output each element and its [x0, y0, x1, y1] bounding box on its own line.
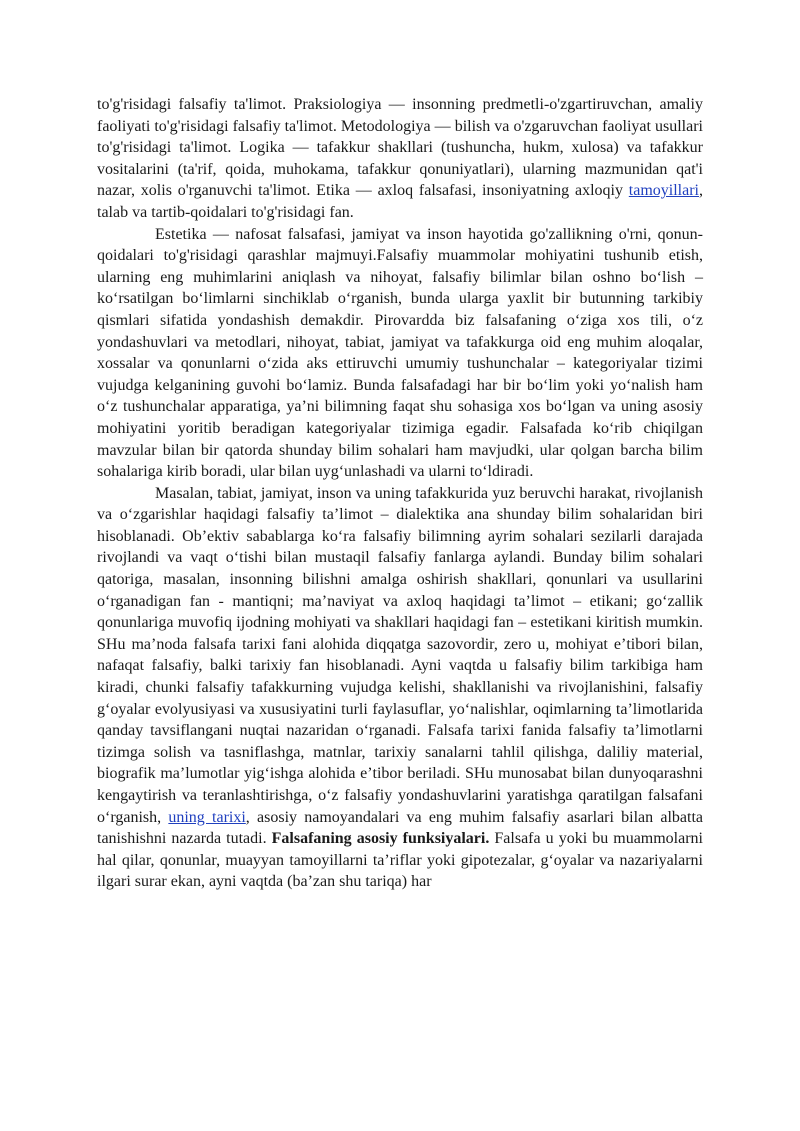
paragraph-2: Estetika — nafosat falsafasi, jamiyat va inson hayotida go'zallikning o'rni, qonun-qoidalari to'g'risidagi qarashlar majmuyi.Falsafiy muammolar mohiyatini tushunib etish, ularning eng muhimlarini aniqlash va nihoyat, falsafiy bilimlar bilan oshno boʻlish – koʻrsatilgan boʻlimlarni sinchiklab oʻrganish, bunda ularga yaxlit bir butunning tarkibiy qismlari sifatida yondashish demakdir. Pirovardda biz falsafaning oʻziga xos tili, oʻz yondashuvlari va metodlari, nihoyat, tabiat, jamiyat va tafakkurga oid eng muhim aloqalar, xossalar va qonunlarni oʻzida aks ettiruvchi umumiy tushunchalar – kategoriyalar tizimi vujudga kelganining guvohi boʻlamiz. Bunda falsafadagi har bir boʻlim yoki yoʻnalish ham oʻz tushunchalar apparatiga, yaʼni bilimning faqat shu sohasiga xos boʻlgan va uning asosiy mohiyatini yoritib beradigan kategoriyalar tizimiga egadir. Falsafada koʻrib chiqilgan mavzular bilan bir qatorda shunday bilim sohalari ham mavjudki, ular qolgan barcha bilim sohalariga kirib boradi, ular bilan uygʻunlashadi va ularni toʻldiradi.: [97, 225, 703, 481]
link-tamoyillari[interactable]: tamoyillari: [628, 182, 699, 200]
paragraph-1: [97, 94, 703, 224]
paragraph-3: [97, 483, 703, 893]
paragraph-3-text: Masalan, tabiat, jamiyat, inson va uning tafakkurida yuz beruvchi harakat, rivojlanish va oʻzgarishlar haqidagi falsafiy taʼlimot – dialektika ana shunday bilim sohalaridan biri hisoblanadi. Obʼektiv sabablarga koʻra falsafiy bilimning ayrim sohalari sezilarli darajada rivojlandi va vaqt oʻtishi bilan mustaqil falsafiy fanlarga aylandi. Bunday bilim sohalari qatoriga, masalan, insonning bilishni amalga oshirish shakllari, qonunlari va usullarini oʻrganadigan fan - mantiqni; maʼnaviyat va axloq haqidagi taʼlimot – etikani; goʻzallik qonunlariga muvofiq ijodning mohiyati va shakllari haqidagi fan – estetikani kiritish mumkin. SHu maʼnoda falsafa tarixi fani alohida diqqatga sazovordir, zero u, mohiyat eʼtibori bilan, nafaqat falsafiy, balki tarixiy fan hisoblanadi. Ayni vaqtda u falsafiy bilim tarkibiga ham kiradi, chunki falsafiy tafakkurning vujudga kelishi, shakllanishi va rivojlanishini, falsafiy gʻoyalar evolyusiyasi va xususiyatini turli faylasuflar, yoʻnalishlar, oqimlarning taʼlimotlarida qanday tavsiflangani nuqtai nazaridan oʻrganadi. Falsafa tarixi fanida falsafiy taʼlimotlarni tizimga solish va tasniflashga, matnlar, tarixiy sanalarni tahlil qilishga, daliliy material, biografik maʼlumotlar yigʻishga alohida eʼtibor beriladi. SHu munosabat bilan dunyoqarashni kengaytirish va teranlashtirishga, oʻz falsafiy yondashuvlarini yaratishga qaratilgan falsafani oʻrganish,: [97, 484, 703, 826]
paragraph-1-text: to'g'risidagi falsafiy ta'limot. Praksiologiya — insonning predmetli-o'zgartiruvchan, amaliy faoliyati to'g'risidagi falsafiy ta'limot. Metodologiya — bilish va o'zgaruvchan faoliyat usullari to'g'risidagi ta'limot. Logika — tafakkur shakllari (tushuncha, hukm, xulosa) va tafakkur vositalarini (ta'rif, qoida, muhokama, tafakkur qonuniyatlari), ularning mazmunidan qat'i nazar, xolis o'rganuvchi ta'limot. Etika — axloq falsafasi, insoniyatning axloqiy: [97, 96, 703, 200]
paragraph-3-text-mid: , asosiy namoyandalari va eng muhim falsafiy asarlari bilan albatta tanishishni nazarda tutadi.: [97, 808, 704, 848]
link-uning-tarixi[interactable]: uning tarixi: [168, 808, 246, 826]
paragraph-1-text-end: , talab va tartib-qoidalari to'g'risidagi fan.: [97, 182, 703, 221]
document-page: [97, 94, 703, 893]
paragraph-3-text-end: Falsafa u yoki bu muammolarni hal qilar, qonunlar, muayyan tamoyillarni taʼriflar yoki gipotezalar, gʻoyalar va nazariyalarni ilgari surar ekan, ayni vaqtda (baʼzan shu tariqa) har: [97, 830, 703, 891]
section-heading-functions: Falsafaning asosiy funksiyalari.: [271, 830, 490, 848]
